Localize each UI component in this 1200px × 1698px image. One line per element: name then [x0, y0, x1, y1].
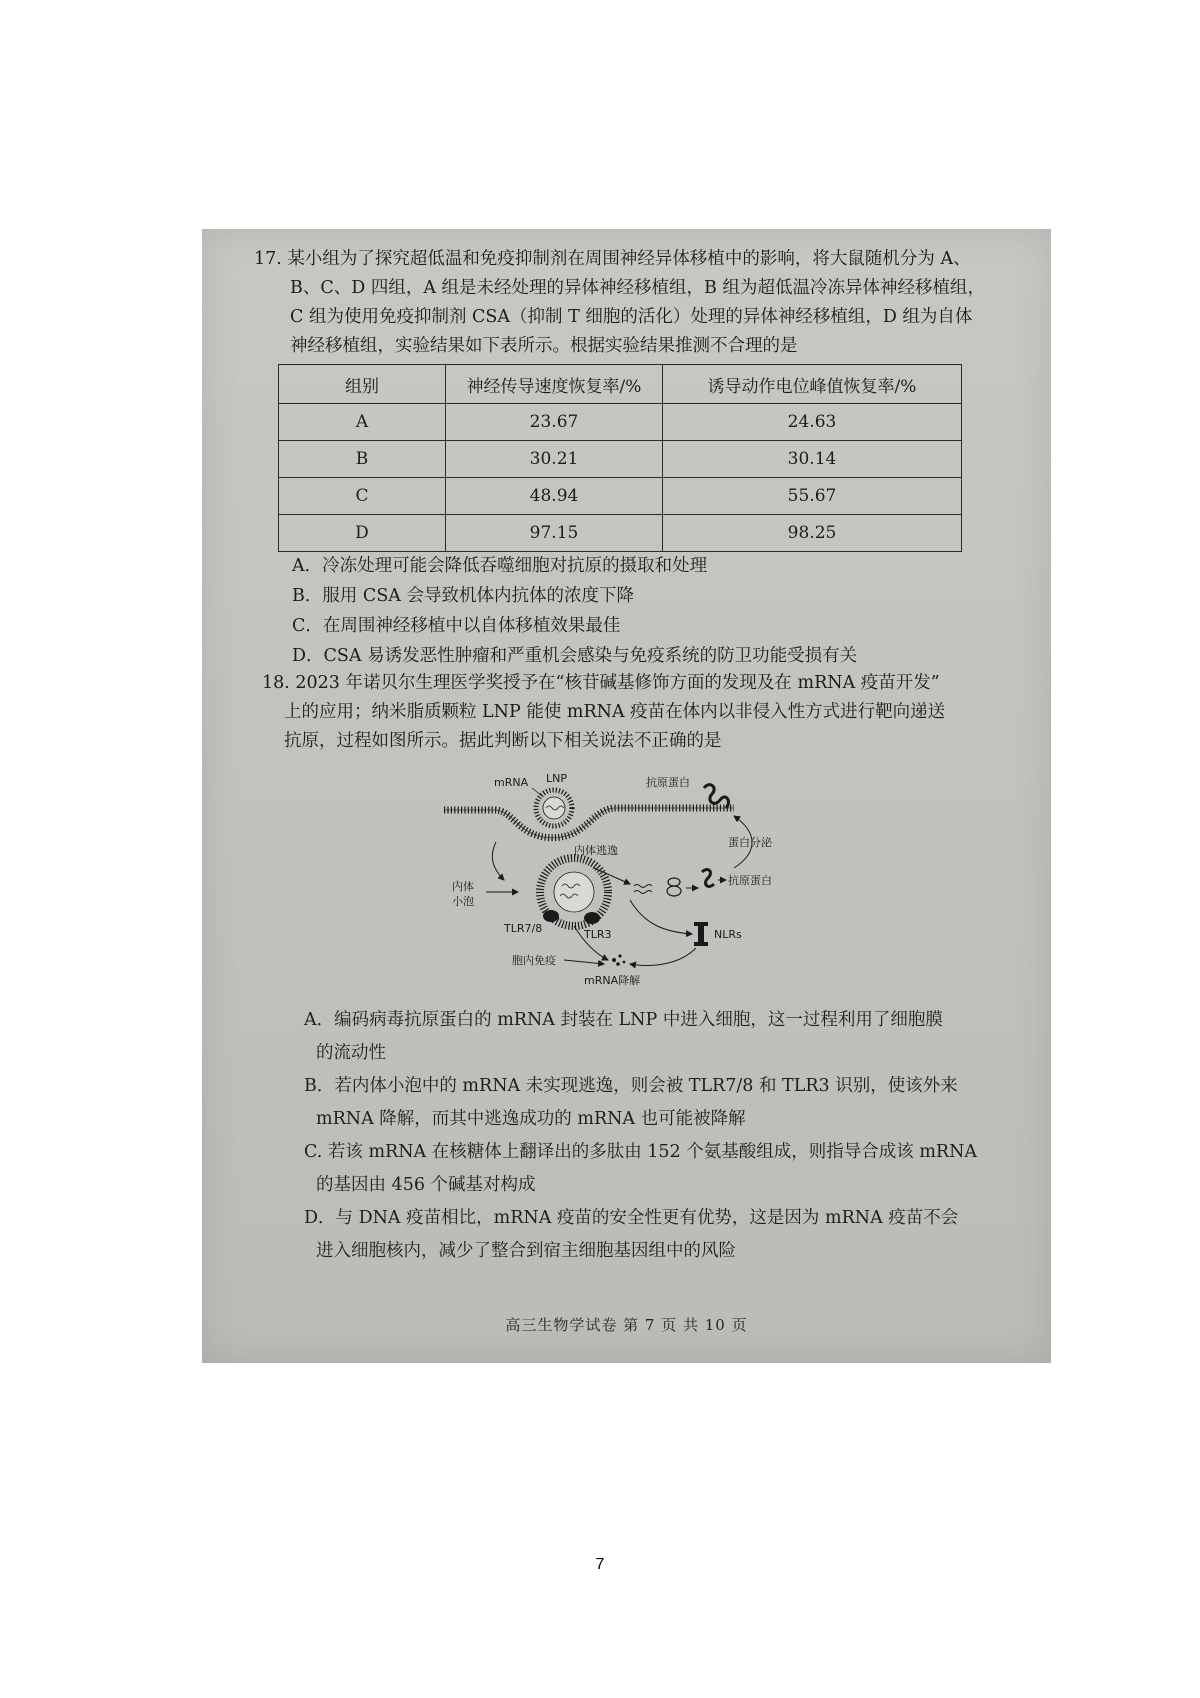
q17-line-3: C 组为使用免疫抑制剂 CSA（抑制 T 细胞的活化）处理的异体神经移植组，D 组为自体 — [290, 307, 973, 327]
label-nlrs: NLRs — [714, 928, 742, 941]
table-cell: C — [279, 478, 446, 515]
label-endosome-1: 内体 — [452, 880, 474, 893]
label-antigen-top: 抗原蛋白 — [646, 776, 690, 789]
q18-option-d-line-2: 进入细胞核内，减少了整合到宿主细胞基因组中的风险 — [316, 1241, 736, 1261]
table-header: 神经传导速度恢复率/% — [446, 365, 663, 404]
q18-line-1: 18. 2023 年诺贝尔生理医学奖授予在“核苷碱基修饰方面的发现及在 mRNA 疫苗开发” — [262, 673, 940, 693]
question-17-stem — [254, 245, 1034, 361]
arrow-nlrs-degradation — [630, 948, 696, 965]
q17-option-c: C．在周围神经移植中以自体移植效果最佳 — [292, 616, 621, 636]
q17-line-4: 神经移植组，实验结果如下表所示。根据实验结果推测不合理的是 — [290, 336, 798, 356]
table-cell: 48.94 — [446, 478, 663, 515]
label-lnp: LNP — [546, 772, 567, 785]
table-header-row — [279, 365, 962, 404]
nlrs-icon — [694, 922, 708, 946]
label-degradation: mRNA降解 — [584, 974, 641, 987]
table-cell: 24.63 — [663, 404, 962, 441]
mrna-vaccine-diagram — [434, 764, 824, 999]
arrow-to-nlrs — [630, 900, 692, 934]
q18-option-d-line-1: D．与 DNA 疫苗相比，mRNA 疫苗的安全性更有优势，这是因为 mRNA 疫苗不会 — [304, 1208, 959, 1228]
q18-option-d — [304, 1202, 1024, 1268]
question-18-stem — [262, 669, 1022, 756]
label-escape: 内体逃逸 — [574, 844, 618, 857]
table-cell: D — [279, 515, 446, 552]
q17-options — [292, 551, 857, 671]
q17-line-1: 17. 某小组为了探究超低温和免疫抑制剂在周围神经异体移植中的影响，将大鼠随机分为 A、 — [254, 249, 971, 269]
label-tlr3: TLR3 — [584, 928, 612, 941]
page-number: 7 — [595, 1556, 605, 1573]
scanned-exam-photo — [202, 229, 1051, 1363]
table-cell: 30.21 — [446, 441, 663, 478]
arrow-immunity — [564, 960, 604, 964]
label-tlr78: TLR7/8 — [504, 922, 543, 935]
q18-option-b-line-2: mRNA 降解，而其中逃逸成功的 mRNA 也可能被降解 — [316, 1109, 746, 1129]
table-cell: B — [279, 441, 446, 478]
q18-option-a — [304, 1004, 1024, 1070]
q18-option-a-line-2: 的流动性 — [316, 1043, 386, 1063]
label-secretion: 蛋白分泌 — [728, 836, 772, 849]
q17-line-2: B、C、D 四组，A 组是未经处理的异体神经移植组，B 组为超低温冷冻异体神经移植组， — [290, 278, 985, 298]
q18-line-2: 上的应用；纳米脂质颗粒 LNP 能使 mRNA 疫苗在体内以非侵入性方式进行靶向递送 — [284, 702, 946, 722]
q18-option-c-line-2: 的基因由 456 个碱基对构成 — [316, 1175, 536, 1195]
table-header: 诱导动作电位峰值恢复率/% — [663, 365, 962, 404]
table-row — [279, 441, 962, 478]
q18-option-b-line-1: B．若内体小泡中的 mRNA 未实现逃逸，则会被 TLR7/8 和 TLR3 识别，使该外来 — [304, 1076, 958, 1096]
q17-option-d: D．CSA 易诱发恶性肿瘤和严重机会感染与免疫系统的防卫功能受损有关 — [292, 646, 858, 666]
arrow-uptake — [492, 842, 504, 880]
exam-footer: 高三生物学试卷 第 7 页 共 10 页 — [505, 1316, 748, 1334]
q18-line-3: 抗原，过程如图所示。据此判断以下相关说法不正确的是 — [284, 731, 722, 751]
label-endosome-2: 小泡 — [452, 895, 474, 908]
table-row — [279, 404, 962, 441]
endosome-vesicle — [540, 858, 608, 926]
table-cell: 23.67 — [446, 404, 663, 441]
table-cell: A — [279, 404, 446, 441]
table-header: 组别 — [279, 365, 446, 404]
antigen-protein-top-icon — [704, 785, 728, 808]
table-cell: 55.67 — [663, 478, 962, 515]
label-mrna: mRNA — [494, 776, 529, 789]
q18-options — [304, 1004, 1024, 1268]
q17-option-a: A．冷冻处理可能会降低吞噬细胞对抗原的摄取和处理 — [292, 556, 708, 576]
mrna-pointer-line — [532, 788, 542, 796]
mrna-fragments-icon — [612, 954, 625, 965]
q17-option-b: B．服用 CSA 会导致机体内抗体的浓度下降 — [292, 586, 635, 606]
q18-option-c-line-1: C. 若该 mRNA 在核糖体上翻译出的多肽由 152 个氨基酸组成，则指导合成该 mRNA — [304, 1142, 978, 1162]
table-cell: 98.25 — [663, 515, 962, 552]
label-antigen-mid: 抗原蛋白 — [728, 874, 772, 887]
q18-option-a-line-1: A．编码病毒抗原蛋白的 mRNA 封装在 LNP 中进入细胞，这一过程利用了细胞膜 — [304, 1010, 943, 1030]
q18-option-b — [304, 1070, 1024, 1136]
arrow-escape — [594, 868, 630, 884]
antigen-protein-mid-icon — [702, 870, 714, 887]
table-row — [279, 515, 962, 552]
q18-option-c — [304, 1136, 1024, 1202]
table-cell: 97.15 — [446, 515, 663, 552]
cell-membrane — [444, 808, 734, 838]
table-cell: 30.14 — [663, 441, 962, 478]
label-intracellular-immunity: 胞内免疫 — [512, 954, 556, 967]
table-row — [279, 478, 962, 515]
ribosome-icon — [667, 878, 681, 896]
q17-results-table — [278, 364, 962, 552]
free-mrna-icon — [634, 885, 652, 894]
